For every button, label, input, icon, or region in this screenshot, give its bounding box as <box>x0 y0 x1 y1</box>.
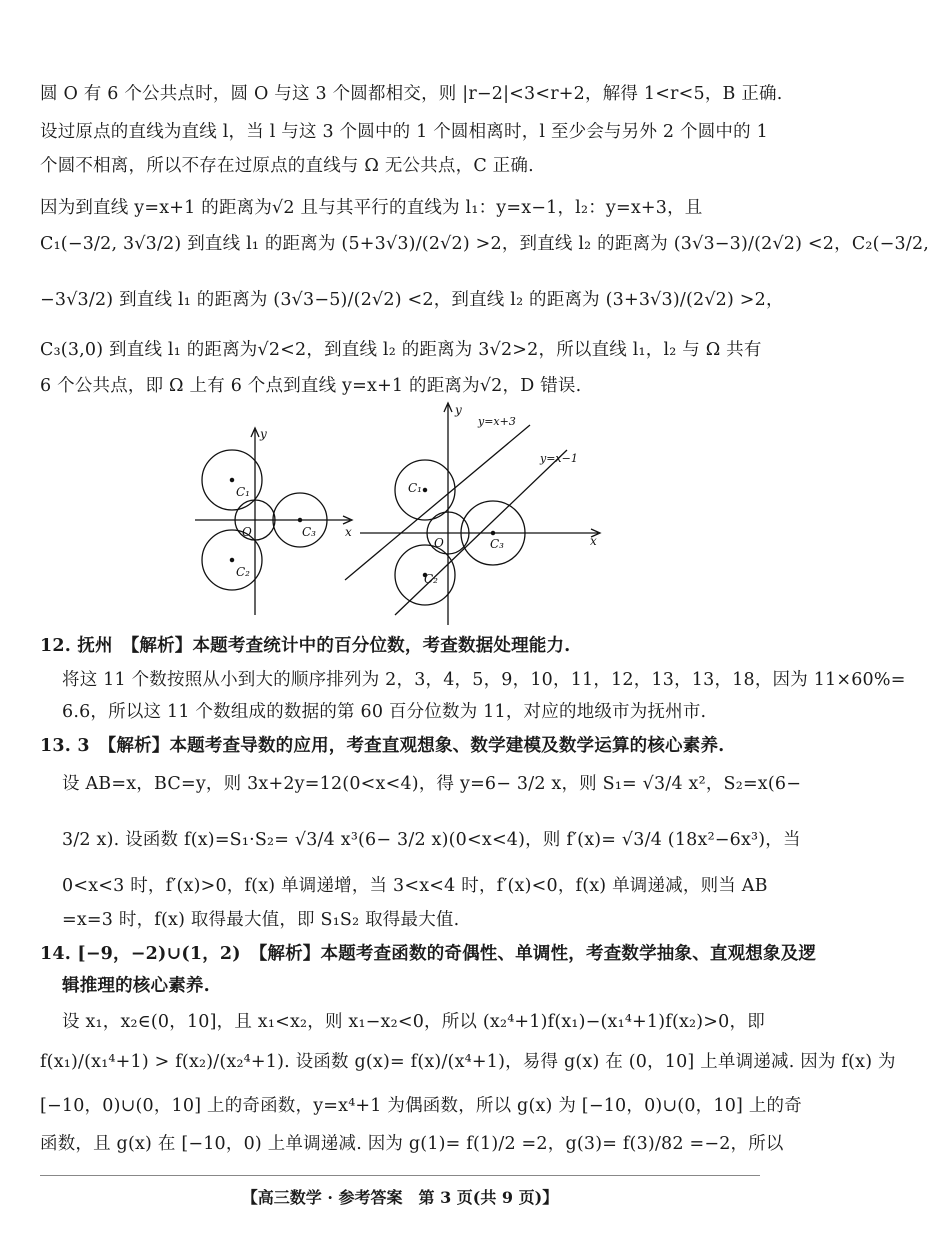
q13-heading: 13. 3 【解析】本题考查导数的应用，考查直观想象、数学建模及数学运算的核心素养. <box>40 736 725 756</box>
right-c3-label: C₃ <box>490 537 504 551</box>
circle-figures <box>0 400 800 630</box>
right-o-label: O <box>434 536 444 550</box>
left-y-label: y <box>260 427 267 441</box>
left-x-label: x <box>345 525 352 539</box>
text-line-7: C₃(3,0) 到直线 l₁ 的距离为√2<2，到直线 l₂ 的距离为 3√2>2，所以直线 l₁，l₂ 与 Ω 共有 <box>40 340 762 360</box>
text-line-4: 因为到直线 y=x+1 的距离为√2 且与其平行的直线为 l₁：y=x−1，l₂：y=x+3，且 <box>40 198 703 218</box>
text-line-3: 个圆不相离，所以不存在过原点的直线与 Ω 无公共点，C 正确. <box>40 156 534 176</box>
text-line-q14-3: [−10，0)∪(0，10] 上的奇函数，y=x⁴+1 为偶函数，所以 g(x) 为 [−10，0)∪(0，10] 上的奇 <box>40 1096 802 1116</box>
left-c3-label: C₃ <box>302 525 316 539</box>
text-line-5: C₁(−3/2, 3√3/2) 到直线 l₁ 的距离为 (5+3√3)/(2√2) >2，到直线 l₂ 的距离为 (3√3−3)/(2√2) <2，C₂(−3/2, <box>40 234 929 254</box>
right-y-label: y <box>455 403 462 417</box>
right-center-c1 <box>423 488 426 491</box>
text-line-q13-2: 3/2 x). 设函数 f(x)=S₁·S₂= √3/4 x³(6− 3/2 x)(0<x<4)，则 f′(x)= √3/4 (18x²−6x³)，当 <box>62 830 801 850</box>
text-line-8: 6 个公共点，即 Ω 上有 6 个点到直线 y=x+1 的距离为√2，D 错误. <box>40 376 582 396</box>
left-center-c2 <box>230 558 233 561</box>
right-x-label: x <box>590 534 597 548</box>
text-line-6: −3√3/2) 到直线 l₁ 的距离为 (3√3−5)/(2√2) <2，到直线 l₂ 的距离为 (3+3√3)/(2√2) >2， <box>40 290 784 310</box>
text-line-q14-4: 函数，且 g(x) 在 [−10，0) 上单调递减. 因为 g(1)= f(1)/2 =2，g(3)= f(3)/82 =−2，所以 <box>40 1134 784 1154</box>
text-line-q13-1: 设 AB=x，BC=y，则 3x+2y=12(0<x<4)，得 y=6− 3/2 x，则 S₁= √3/4 x²，S₂=x(6− <box>62 774 802 794</box>
text-line-q14-1: 设 x₁，x₂∈(0，10]，且 x₁<x₂，则 x₁−x₂<0，所以 (x₂⁴+1)f(x₁)−(x₁⁴+1)f(x₂)>0，即 <box>62 1012 765 1032</box>
right-c2-label: C₂ <box>424 572 438 586</box>
left-figure <box>195 428 352 615</box>
left-c2-label: C₂ <box>236 565 250 579</box>
text-line-q12-2: 6.6，所以这 11 个数组成的数据的第 60 百分位数为 11，对应的地级市为抚州市. <box>62 702 707 722</box>
left-center-c3 <box>298 518 301 521</box>
right-c1-label: C₁ <box>408 481 422 495</box>
left-c1-label: C₁ <box>236 485 250 499</box>
text-line-q14-2: f(x₁)/(x₁⁴+1) > f(x₂)/(x₂⁴+1). 设函数 g(x)= f(x)/(x⁴+1)，易得 g(x) 在 (0，10] 上单调递减. 因为 f(x) 为 <box>40 1052 896 1072</box>
page-footer: 【高三数学 · 参考答案 第 3 页(共 9 页)】 <box>241 1188 559 1207</box>
text-line-q13-4: =x=3 时，f(x) 取得最大值，即 S₁S₂ 取得最大值. <box>62 910 460 930</box>
footer-divider <box>40 1175 760 1176</box>
text-line-q12-1: 将这 11 个数按照从小到大的顺序排列为 2，3，4，5，9，10，11，12，13，13，18，因为 11×60%= <box>62 670 906 690</box>
right-figure <box>345 403 600 625</box>
text-line-1: 圆 O 有 6 个公共点时，圆 O 与这 3 个圆都相交，则 |r−2|<3<r+2，解得 1<r<5，B 正确. <box>40 84 783 104</box>
text-line-q13-3: 0<x<3 时，f′(x)>0，f(x) 单调递增，当 3<x<4 时，f′(x)<0，f(x) 单调递减，则当 AB <box>62 876 768 896</box>
left-o-label: O <box>242 525 252 539</box>
right-line-top-label: y=x+3 <box>478 415 516 428</box>
q14-heading-cont: 辑推理的核心素养. <box>62 976 210 996</box>
right-line-bottom-label: y=x−1 <box>540 452 578 465</box>
q14-heading: 14. [−9，−2)∪(1，2) 【解析】本题考查函数的奇偶性、单调性，考查数学抽象、直观想象及逻 <box>40 944 817 964</box>
q12-heading: 12. 抚州 【解析】本题考查统计中的百分位数，考查数据处理能力. <box>40 636 571 656</box>
left-center-c1 <box>230 478 233 481</box>
right-center-c3 <box>491 531 494 534</box>
text-line-2: 设过原点的直线为直线 l，当 l 与这 3 个圆中的 1 个圆相离时，l 至少会与另外 2 个圆中的 1 <box>40 122 768 142</box>
